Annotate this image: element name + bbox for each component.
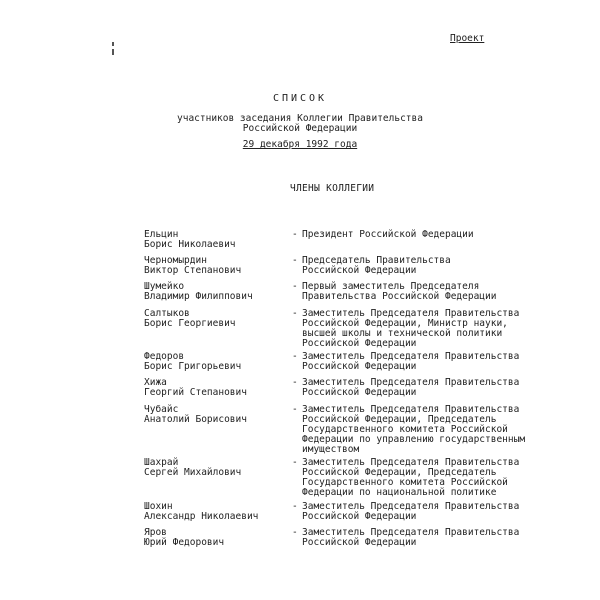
role-line: Федерации по национальной политике <box>302 487 497 498</box>
document-date: 29 декабря 1992 года <box>242 139 358 150</box>
member-surname: Шохин <box>144 501 173 512</box>
member-role <box>302 256 564 276</box>
member-name <box>144 256 289 276</box>
member-name <box>144 352 289 372</box>
separator-dash: - <box>292 255 298 266</box>
member-role <box>302 528 564 548</box>
section-heading: ЧЛЕНЫ КОЛЛЕГИИ <box>290 183 375 194</box>
member-given-names: Борис Николаевич <box>144 239 236 250</box>
role-line: Федерации по управлению государственным <box>302 434 526 445</box>
member-role <box>302 230 564 240</box>
role-line: Российской Федерации <box>302 387 417 398</box>
document-subtitle <box>0 114 600 134</box>
member-given-names: Борис Георгиевич <box>144 318 236 329</box>
member-surname: Хижа <box>144 377 167 388</box>
role-line: Заместитель Председателя Правительства <box>302 404 520 415</box>
margin-mark <box>112 49 114 55</box>
member-surname: Ельцин <box>144 229 179 240</box>
role-line: имуществом <box>302 444 360 455</box>
member-role <box>302 502 564 522</box>
member-given-names: Виктор Степанович <box>144 265 242 276</box>
member-name <box>144 309 289 329</box>
member-surname: Черномырдин <box>144 255 207 266</box>
role-line: Российской Федерации <box>302 361 417 372</box>
member-given-names: Владимир Филиппович <box>144 291 253 302</box>
separator-dash: - <box>292 457 298 468</box>
member-role <box>302 378 564 398</box>
member-surname: Шумейко <box>144 281 185 292</box>
document-title: СПИСОК <box>272 93 328 104</box>
role-line: Государственного комитета Российской <box>302 424 508 435</box>
role-line: Председатель Правительства <box>302 255 451 266</box>
role-line: Заместитель Председателя Правительства <box>302 501 520 512</box>
member-given-names: Александр Николаевич <box>144 511 259 522</box>
member-role <box>302 458 564 498</box>
member-given-names: Юрий Федорович <box>144 537 225 548</box>
project-label: Проект <box>450 33 485 44</box>
role-line: Российской Федерации, Председатель <box>302 414 497 425</box>
subtitle-line: Российской Федерации <box>242 123 358 134</box>
document-date-row <box>0 140 600 150</box>
member-surname: Яров <box>144 527 167 538</box>
separator-dash: - <box>292 377 298 388</box>
role-line: Заместитель Председателя Правительства <box>302 457 520 468</box>
member-name <box>144 528 289 548</box>
separator-dash: - <box>292 404 298 415</box>
separator-dash: - <box>292 229 298 240</box>
role-line: Российской Федерации <box>302 265 417 276</box>
separator-dash: - <box>292 308 298 319</box>
role-line: Президент Российской Федерации <box>302 229 474 240</box>
member-name <box>144 230 289 250</box>
member-name <box>144 502 289 522</box>
separator-dash: - <box>292 501 298 512</box>
member-given-names: Борис Григорьевич <box>144 361 242 372</box>
role-line: Заместитель Председателя Правительства <box>302 351 520 362</box>
member-name <box>144 282 289 302</box>
member-role <box>302 352 564 372</box>
member-surname: Салтыков <box>144 308 190 319</box>
subtitle-line: участников заседания Коллегии Правительства <box>177 113 423 124</box>
role-line: Российской Федерации <box>302 338 417 349</box>
role-line: Российской Федерации, Председатель <box>302 467 497 478</box>
member-surname: Шахрай <box>144 457 179 468</box>
separator-dash: - <box>292 527 298 538</box>
member-name <box>144 458 289 478</box>
member-given-names: Георгий Степанович <box>144 387 247 398</box>
role-line: Первый заместитель Председателя <box>302 281 480 292</box>
role-line: Российской Федерации <box>302 537 417 548</box>
member-role <box>302 309 564 349</box>
member-surname: Чубайс <box>144 404 179 415</box>
member-role <box>302 405 564 455</box>
role-line: Российской Федерации, Министр науки, <box>302 318 508 329</box>
separator-dash: - <box>292 351 298 362</box>
role-line: Правительства Российской Федерации <box>302 291 497 302</box>
member-name <box>144 378 289 398</box>
role-line: Заместитель Председателя Правительства <box>302 527 520 538</box>
role-line: высшей школы и технической политики <box>302 328 503 339</box>
member-name <box>144 405 289 425</box>
role-line: Государственного комитета Российской <box>302 477 508 488</box>
role-line: Российской Федерации <box>302 511 417 522</box>
role-line: Заместитель Председателя Правительства <box>302 308 520 319</box>
member-given-names: Сергей Михайлович <box>144 467 242 478</box>
separator-dash: - <box>292 281 298 292</box>
role-line: Заместитель Председателя Правительства <box>302 377 520 388</box>
member-surname: Федоров <box>144 351 185 362</box>
member-given-names: Анатолий Борисович <box>144 414 247 425</box>
member-role <box>302 282 564 302</box>
margin-mark <box>112 42 114 46</box>
